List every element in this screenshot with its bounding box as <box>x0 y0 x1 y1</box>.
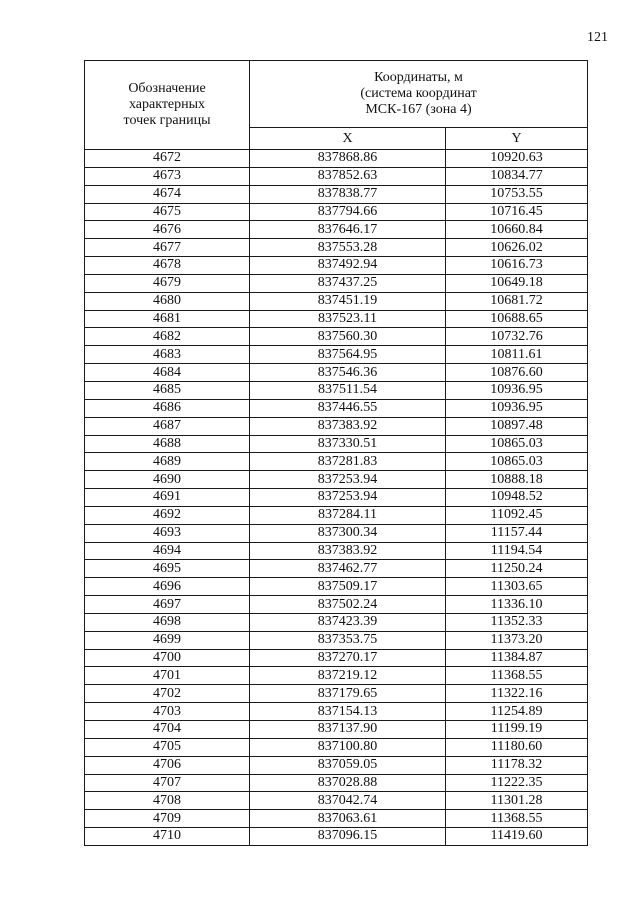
table-header <box>85 61 588 150</box>
x-coordinate-cell: 837330.51 <box>250 435 446 453</box>
y-coordinate-cell: 11336.10 <box>446 596 588 614</box>
x-coordinate-cell: 837353.75 <box>250 631 446 649</box>
point-id-cell: 4705 <box>85 738 250 756</box>
table-row <box>85 828 588 846</box>
point-id-cell: 4701 <box>85 667 250 685</box>
x-coordinate-cell: 837462.77 <box>250 560 446 578</box>
page-number: 121 <box>587 30 608 45</box>
table-row <box>85 596 588 614</box>
x-coordinate-cell: 837553.28 <box>250 239 446 257</box>
point-id-cell: 4698 <box>85 613 250 631</box>
y-coordinate-cell: 10688.65 <box>446 310 588 328</box>
point-id-cell: 4683 <box>85 346 250 364</box>
y-coordinate-cell: 10948.52 <box>446 489 588 507</box>
table-row <box>85 489 588 507</box>
y-coordinate-cell: 10753.55 <box>446 185 588 203</box>
point-id-cell: 4685 <box>85 381 250 399</box>
point-id-cell: 4709 <box>85 810 250 828</box>
point-id-cell: 4694 <box>85 542 250 560</box>
table-row <box>85 221 588 239</box>
table-row <box>85 613 588 631</box>
point-label-header-line: характерных <box>128 97 206 112</box>
point-id-cell: 4688 <box>85 435 250 453</box>
table-row <box>85 649 588 667</box>
x-coordinate-cell: 837383.92 <box>250 542 446 560</box>
x-coordinate-cell: 837270.17 <box>250 649 446 667</box>
x-coordinate-cell: 837063.61 <box>250 810 446 828</box>
y-coordinate-cell: 10649.18 <box>446 274 588 292</box>
point-id-cell: 4702 <box>85 685 250 703</box>
x-coordinate-cell: 837437.25 <box>250 274 446 292</box>
x-coordinate-cell: 837096.15 <box>250 828 446 846</box>
coordinates-header-line: (система координат <box>360 86 477 102</box>
y-coordinate-cell: 10681.72 <box>446 292 588 310</box>
point-id-cell: 4693 <box>85 524 250 542</box>
table-row <box>85 292 588 310</box>
x-coordinate-cell: 837100.80 <box>250 738 446 756</box>
x-coordinate-cell: 837502.24 <box>250 596 446 614</box>
y-coordinate-cell: 11368.55 <box>446 667 588 685</box>
y-coordinate-cell: 11222.35 <box>446 774 588 792</box>
x-coordinate-cell: 837564.95 <box>250 346 446 364</box>
x-coordinate-cell: 837451.19 <box>250 292 446 310</box>
coordinates-header-line: Координаты, м <box>374 70 463 86</box>
table-row <box>85 417 588 435</box>
y-coordinate-cell: 10936.95 <box>446 381 588 399</box>
table-row <box>85 578 588 596</box>
x-coordinate-cell: 837059.05 <box>250 756 446 774</box>
y-coordinate-cell: 11301.28 <box>446 792 588 810</box>
x-coordinate-cell: 837383.92 <box>250 417 446 435</box>
point-label-header <box>85 61 250 150</box>
x-coordinate-cell: 837546.36 <box>250 364 446 382</box>
point-id-cell: 4689 <box>85 453 250 471</box>
y-coordinate-cell: 10626.02 <box>446 239 588 257</box>
coordinates-header <box>250 61 588 128</box>
point-id-cell: 4696 <box>85 578 250 596</box>
point-id-cell: 4692 <box>85 506 250 524</box>
x-coordinate-cell: 837028.88 <box>250 774 446 792</box>
x-coordinate-cell: 837300.34 <box>250 524 446 542</box>
table-row <box>85 150 588 168</box>
x-coordinate-cell: 837523.11 <box>250 310 446 328</box>
table-row <box>85 703 588 721</box>
x-column-header: X <box>250 128 446 150</box>
x-coordinate-cell: 837179.65 <box>250 685 446 703</box>
table-row <box>85 257 588 275</box>
table-row <box>85 167 588 185</box>
x-coordinate-cell: 837794.66 <box>250 203 446 221</box>
table-row <box>85 524 588 542</box>
x-coordinate-cell: 837253.94 <box>250 489 446 507</box>
point-id-cell: 4695 <box>85 560 250 578</box>
y-coordinate-cell: 11303.65 <box>446 578 588 596</box>
y-coordinate-cell: 11419.60 <box>446 828 588 846</box>
x-coordinate-cell: 837838.77 <box>250 185 446 203</box>
y-column-header: Y <box>446 128 588 150</box>
x-coordinate-cell: 837284.11 <box>250 506 446 524</box>
y-coordinate-cell: 10716.45 <box>446 203 588 221</box>
point-id-cell: 4674 <box>85 185 250 203</box>
table-row <box>85 239 588 257</box>
table-row <box>85 738 588 756</box>
point-id-cell: 4703 <box>85 703 250 721</box>
x-coordinate-cell: 837868.86 <box>250 150 446 168</box>
point-id-cell: 4677 <box>85 239 250 257</box>
point-id-cell: 4676 <box>85 221 250 239</box>
point-id-cell: 4672 <box>85 150 250 168</box>
x-coordinate-cell: 837446.55 <box>250 399 446 417</box>
point-id-cell: 4673 <box>85 167 250 185</box>
table-row <box>85 399 588 417</box>
y-coordinate-cell: 11322.16 <box>446 685 588 703</box>
x-coordinate-cell: 837154.13 <box>250 703 446 721</box>
y-coordinate-cell: 10897.48 <box>446 417 588 435</box>
table-row <box>85 631 588 649</box>
table-row <box>85 810 588 828</box>
point-id-cell: 4699 <box>85 631 250 649</box>
table-row <box>85 328 588 346</box>
table-row <box>85 506 588 524</box>
y-coordinate-cell: 10834.77 <box>446 167 588 185</box>
y-coordinate-cell: 10732.76 <box>446 328 588 346</box>
table-row <box>85 471 588 489</box>
y-coordinate-cell: 10920.63 <box>446 150 588 168</box>
table-row <box>85 685 588 703</box>
point-id-cell: 4707 <box>85 774 250 792</box>
y-coordinate-cell: 10865.03 <box>446 453 588 471</box>
table-row <box>85 560 588 578</box>
table-row <box>85 346 588 364</box>
table-row <box>85 774 588 792</box>
table-row <box>85 274 588 292</box>
table-row <box>85 542 588 560</box>
y-coordinate-cell: 11250.24 <box>446 560 588 578</box>
x-coordinate-cell: 837253.94 <box>250 471 446 489</box>
table-row <box>85 185 588 203</box>
y-coordinate-cell: 11254.89 <box>446 703 588 721</box>
x-coordinate-cell: 837492.94 <box>250 257 446 275</box>
table-row <box>85 310 588 328</box>
coordinates-header-line: МСК-167 (зона 4) <box>365 102 472 118</box>
x-coordinate-cell: 837042.74 <box>250 792 446 810</box>
point-id-cell: 4681 <box>85 310 250 328</box>
table-row <box>85 721 588 739</box>
y-coordinate-cell: 10660.84 <box>446 221 588 239</box>
table-body <box>85 150 588 846</box>
y-coordinate-cell: 11384.87 <box>446 649 588 667</box>
x-coordinate-cell: 837137.90 <box>250 721 446 739</box>
y-coordinate-cell: 11199.19 <box>446 721 588 739</box>
y-coordinate-cell: 10865.03 <box>446 435 588 453</box>
point-id-cell: 4708 <box>85 792 250 810</box>
x-coordinate-cell: 837281.83 <box>250 453 446 471</box>
x-coordinate-cell: 837423.39 <box>250 613 446 631</box>
point-id-cell: 4706 <box>85 756 250 774</box>
y-coordinate-cell: 11092.45 <box>446 506 588 524</box>
y-coordinate-cell: 11157.44 <box>446 524 588 542</box>
y-coordinate-cell: 11352.33 <box>446 613 588 631</box>
table-row <box>85 756 588 774</box>
table-row <box>85 435 588 453</box>
y-coordinate-cell: 10616.73 <box>446 257 588 275</box>
point-id-cell: 4684 <box>85 364 250 382</box>
y-coordinate-cell: 10876.60 <box>446 364 588 382</box>
table-row <box>85 364 588 382</box>
point-id-cell: 4682 <box>85 328 250 346</box>
y-coordinate-cell: 11194.54 <box>446 542 588 560</box>
table-row <box>85 667 588 685</box>
table-row <box>85 203 588 221</box>
point-id-cell: 4675 <box>85 203 250 221</box>
point-id-cell: 4690 <box>85 471 250 489</box>
x-coordinate-cell: 837852.63 <box>250 167 446 185</box>
point-id-cell: 4700 <box>85 649 250 667</box>
y-coordinate-cell: 11373.20 <box>446 631 588 649</box>
y-coordinate-cell: 10888.18 <box>446 471 588 489</box>
coordinates-table <box>84 60 588 846</box>
point-id-cell: 4691 <box>85 489 250 507</box>
point-id-cell: 4687 <box>85 417 250 435</box>
y-coordinate-cell: 11368.55 <box>446 810 588 828</box>
y-coordinate-cell: 10811.61 <box>446 346 588 364</box>
y-coordinate-cell: 11178.32 <box>446 756 588 774</box>
x-coordinate-cell: 837646.17 <box>250 221 446 239</box>
x-coordinate-cell: 837560.30 <box>250 328 446 346</box>
point-label-header-line: точек границы <box>123 113 211 128</box>
point-id-cell: 4710 <box>85 828 250 846</box>
y-coordinate-cell: 10936.95 <box>446 399 588 417</box>
point-label-header-line: Обозначение <box>128 81 206 96</box>
x-coordinate-cell: 837511.54 <box>250 381 446 399</box>
point-id-cell: 4697 <box>85 596 250 614</box>
point-id-cell: 4680 <box>85 292 250 310</box>
y-coordinate-cell: 11180.60 <box>446 738 588 756</box>
x-coordinate-cell: 837219.12 <box>250 667 446 685</box>
table-row <box>85 792 588 810</box>
table-row <box>85 453 588 471</box>
table-row <box>85 381 588 399</box>
point-id-cell: 4686 <box>85 399 250 417</box>
x-coordinate-cell: 837509.17 <box>250 578 446 596</box>
point-id-cell: 4704 <box>85 721 250 739</box>
point-id-cell: 4678 <box>85 257 250 275</box>
point-id-cell: 4679 <box>85 274 250 292</box>
